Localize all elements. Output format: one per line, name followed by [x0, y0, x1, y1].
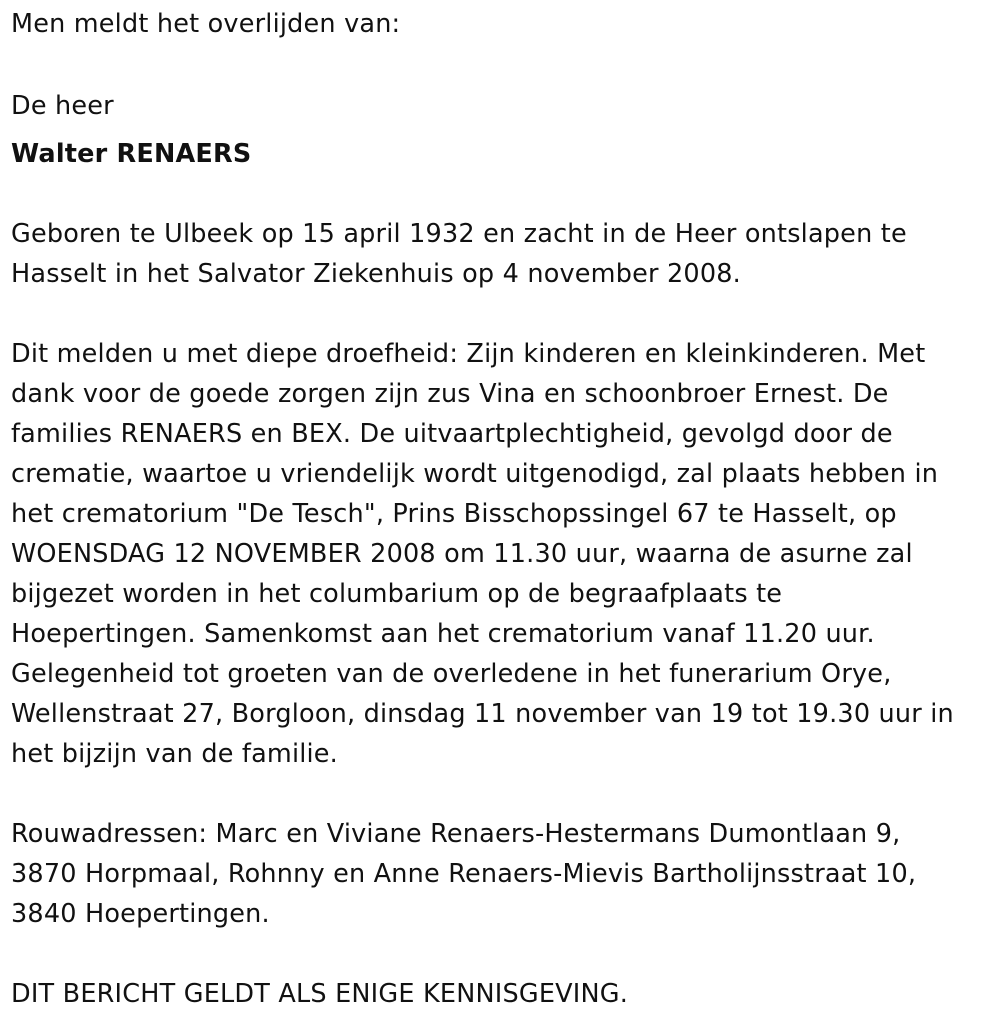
paragraph-line: het crematorium "De Tesch", Prins Bisschopssingel 67 te Hasselt, op	[11, 499, 897, 529]
paragraph-line: het bijzijn van de familie.	[11, 739, 338, 769]
paragraph-line: Dit melden u met diepe droefheid: Zijn kinderen en kleinkinderen. Met	[11, 339, 926, 369]
paragraph-line: crematie, waartoe u vriendelijk wordt uitgenodigd, zal plaats hebben in	[11, 459, 939, 489]
paragraph-line: Wellenstraat 27, Borgloon, dinsdag 11 november van 19 tot 19.30 uur in	[11, 699, 954, 729]
paragraph-line: dank voor de goede zorgen zijn zus Vina en schoonbroer Ernest. De	[11, 379, 889, 409]
paragraph-line: families RENAERS en BEX. De uitvaartplechtigheid, gevolgd door de	[11, 419, 893, 449]
birth-death-paragraph	[11, 214, 907, 294]
paragraph-line: Hoepertingen. Samenkomst aan het crematorium vanaf 11.20 uur.	[11, 619, 875, 649]
announcement-paragraph	[11, 334, 954, 774]
paragraph-line: Rouwadressen: Marc en Viviane Renaers-Hestermans Dumontlaan 9,	[11, 819, 901, 849]
paragraph-line: Geboren te Ulbeek op 15 april 1932 en zacht in de Heer ontslapen te	[11, 219, 907, 249]
paragraph-line: 3840 Hoepertingen.	[11, 899, 270, 929]
deceased-name: Walter RENAERS	[11, 139, 252, 169]
paragraph-line: WOENSDAG 12 NOVEMBER 2008 om 11.30 uur, waarna de asurne zal	[11, 539, 913, 569]
paragraph-line: Hasselt in het Salvator Ziekenhuis op 4 november 2008.	[11, 259, 741, 289]
closing-line: DIT BERICHT GELDT ALS ENIGE KENNISGEVING.	[11, 979, 629, 1009]
salutation: De heer	[11, 91, 114, 121]
addresses-paragraph	[11, 814, 916, 934]
intro-line: Men meldt het overlijden van:	[11, 9, 401, 39]
paragraph-line: 3870 Horpmaal, Rohnny en Anne Renaers-Mievis Bartholijnsstraat 10,	[11, 859, 917, 889]
paragraph-line: Gelegenheid tot groeten van de overledene in het funerarium Orye,	[11, 659, 892, 689]
paragraph-line: bijgezet worden in het columbarium op de begraafplaats te	[11, 579, 783, 609]
